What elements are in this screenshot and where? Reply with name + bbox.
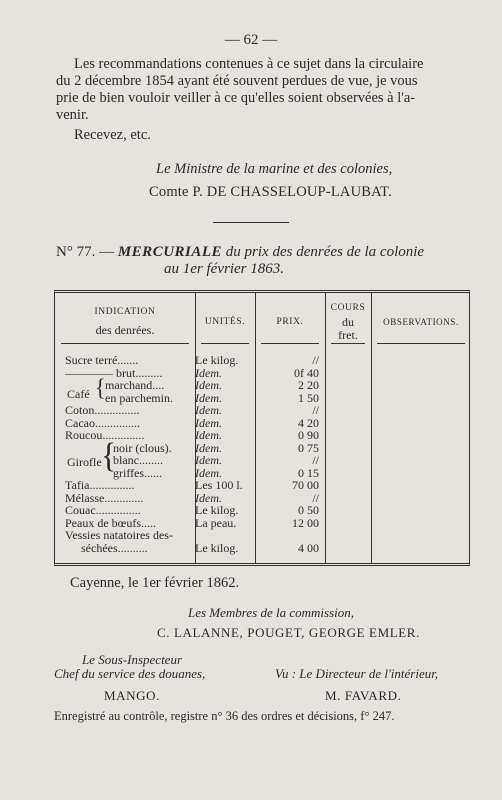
row-unit: Idem. bbox=[195, 378, 222, 392]
row-price: 2 20 bbox=[298, 378, 319, 392]
row-unit: Le kilog. bbox=[195, 503, 239, 517]
letter-line: Les recommandations contenues à ce sujet dans la circulaire bbox=[74, 56, 424, 72]
header-denrees: des denrées. bbox=[95, 323, 155, 337]
letter-line: prie de bien vouloir veiller à ce qu'elles soient observées à l'a- bbox=[56, 90, 416, 106]
place-date: Cayenne, le 1er février 1862. bbox=[70, 575, 240, 591]
mango-name: MANGO. bbox=[104, 688, 160, 703]
header-cours: COURS bbox=[330, 303, 366, 313]
header-unites: UNITÉS. bbox=[204, 317, 246, 327]
row-price: 70 00 bbox=[292, 478, 319, 492]
row-name: Vessies natatoires des- bbox=[65, 528, 173, 542]
row-unit: Idem. bbox=[195, 403, 222, 417]
table-row bbox=[55, 404, 471, 417]
row-name: Peaux de bœufs..... bbox=[65, 515, 156, 530]
row-unit: Idem. bbox=[195, 490, 222, 505]
table-row bbox=[55, 529, 471, 542]
separator-rule bbox=[213, 222, 289, 223]
signatory-name: Comte P. DE CHASSELOUP-LAUBAT. bbox=[149, 184, 392, 200]
row-unit: Les 100 l. bbox=[195, 478, 243, 492]
header-prix: PRIX. bbox=[276, 317, 304, 327]
row-name: Roucou.............. bbox=[65, 428, 145, 442]
row-price: 4 00 bbox=[298, 540, 319, 555]
row-price: 1 50 bbox=[298, 390, 319, 405]
row-price: // bbox=[312, 490, 319, 505]
row-unit: Idem. bbox=[195, 390, 222, 405]
heading-date: au 1er février 1863. bbox=[164, 261, 284, 277]
heading-title-word: MERCURIALE bbox=[117, 244, 223, 260]
header-cours-du: du bbox=[342, 315, 354, 329]
row-unit: Idem. bbox=[195, 365, 222, 380]
row-unit: Le kilog. bbox=[195, 540, 239, 555]
row-name: Cacao............... bbox=[65, 415, 140, 430]
table-row bbox=[55, 354, 471, 367]
brace-cafe: { bbox=[95, 373, 106, 402]
header-observations: OBSERVATIONS. bbox=[383, 317, 459, 327]
group-cafe: Café bbox=[67, 387, 90, 401]
row-unit: Idem. bbox=[195, 440, 222, 455]
row-unit: La peau. bbox=[195, 515, 237, 530]
favard-name: M. FAVARD. bbox=[325, 688, 402, 703]
letter-line: venir. bbox=[56, 107, 89, 123]
row-price: 0 50 bbox=[298, 503, 319, 517]
group-girofle: Girofle bbox=[67, 455, 102, 469]
row-name: marchand.... bbox=[105, 378, 165, 392]
greeting: Recevez, etc. bbox=[74, 127, 151, 143]
row-unit: Le kilog. bbox=[195, 353, 239, 367]
row-unit: Idem. bbox=[195, 465, 222, 480]
section-heading bbox=[56, 244, 476, 261]
letter-line: du 2 décembre 1854 ayant été souvent perdues de vue, je vous bbox=[56, 73, 418, 89]
table-row bbox=[55, 479, 471, 492]
brace-girofle: { bbox=[101, 435, 117, 475]
table-row bbox=[55, 504, 471, 517]
row-name: Couac............... bbox=[65, 503, 141, 517]
header-indication: INDICATION bbox=[94, 307, 156, 317]
row-name: Mélasse............. bbox=[65, 490, 144, 505]
row-price: // bbox=[312, 453, 319, 467]
row-name: Coton............... bbox=[65, 403, 140, 417]
row-name: Sucre terré....... bbox=[65, 353, 139, 367]
row-price: 4 20 bbox=[298, 415, 319, 430]
row-name: séchées.......... bbox=[81, 540, 148, 555]
sous-inspecteur-title: Le Sous-Inspecteur bbox=[82, 652, 183, 667]
letter-paragraph bbox=[56, 56, 476, 124]
row-unit: Idem. bbox=[195, 415, 222, 430]
douanes-title: Chef du service des douanes, bbox=[54, 666, 206, 681]
commission-title: Les Membres de la commission, bbox=[188, 605, 354, 620]
row-price: 0f 40 bbox=[294, 365, 319, 380]
row-price: 0 90 bbox=[298, 428, 319, 442]
row-name: noir (clous). bbox=[113, 440, 172, 455]
signatory-title: Le Ministre de la marine et des colonies, bbox=[156, 161, 393, 177]
row-unit: Idem. bbox=[195, 453, 222, 467]
table-row bbox=[55, 379, 471, 392]
heading-number: N° 77. — bbox=[56, 244, 115, 260]
table-row bbox=[55, 454, 471, 467]
row-price: // bbox=[312, 353, 319, 367]
mercuriale-table bbox=[54, 290, 470, 566]
page-number: — 62 — bbox=[224, 32, 278, 48]
table-row bbox=[55, 542, 471, 555]
row-unit: Idem. bbox=[195, 428, 222, 442]
row-name: ———— brut......... bbox=[65, 365, 163, 380]
row-price: 0 75 bbox=[298, 440, 319, 455]
commission-names: C. LALANNE, POUGET, GEORGE EMLER. bbox=[157, 625, 420, 640]
row-price: 12 00 bbox=[292, 515, 319, 530]
row-price: 0 15 bbox=[298, 465, 319, 480]
row-name: en parchemin. bbox=[105, 390, 173, 405]
row-price: // bbox=[312, 403, 319, 417]
heading-rest: du prix des denrées de la colonie bbox=[225, 244, 425, 260]
directeur-title: Vu : Le Directeur de l'intérieur, bbox=[275, 666, 439, 681]
register-note: Enregistré au contrôle, registre n° 36 des ordres et décisions, f° 247. bbox=[54, 709, 395, 723]
header-cours-fret: fret. bbox=[338, 328, 358, 342]
row-name: griffes...... bbox=[113, 465, 163, 480]
row-name: blanc........ bbox=[113, 453, 163, 467]
table-row bbox=[55, 429, 471, 442]
row-name: Tafia............... bbox=[65, 478, 135, 492]
